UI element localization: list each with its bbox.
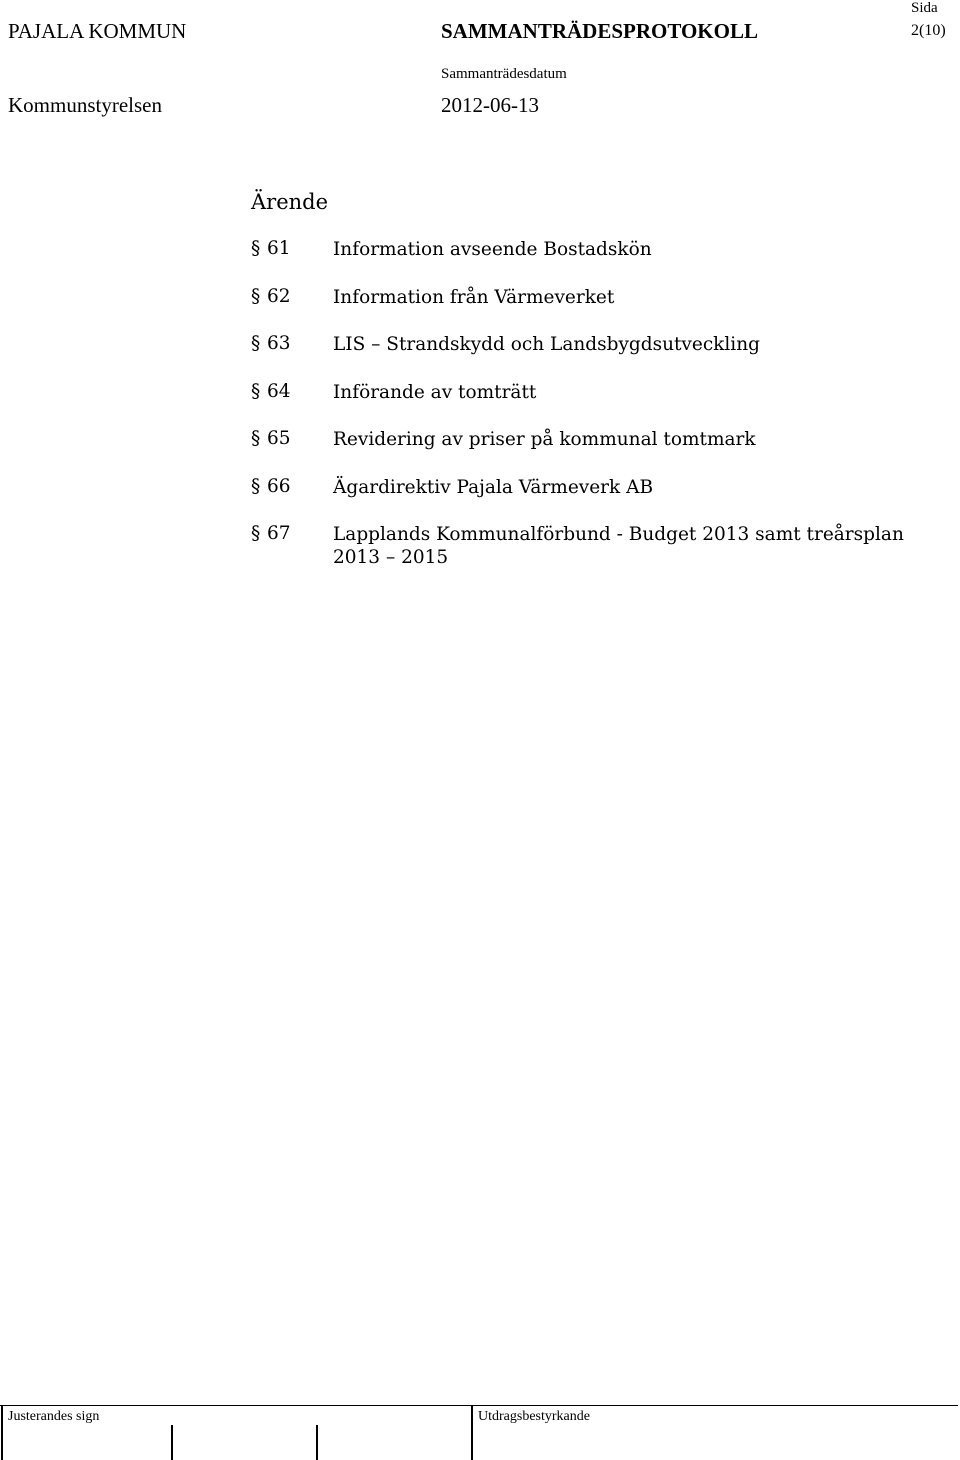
item-title: Lapplands Kommunalförbund - Budget 2013 samt treårsplan 2013 – 2015 <box>333 524 904 568</box>
agenda-item <box>251 238 951 286</box>
section-symbol: § <box>251 333 261 354</box>
item-number: 62 <box>267 285 291 307</box>
page-label: Sida <box>911 0 938 16</box>
agenda-item <box>251 428 951 476</box>
item-number: 66 <box>267 475 291 497</box>
footer-divider <box>1 1405 3 1460</box>
item-title: LIS – Strandskydd och Landsbygdsutveckling <box>333 334 760 355</box>
agenda-list <box>251 238 951 571</box>
footer-divider <box>316 1425 318 1460</box>
item-number: 61 <box>267 238 291 259</box>
item-title: Information avseende Bostadskön <box>333 239 652 260</box>
adjuster-signature-label: Justerandes sign <box>8 1409 100 1424</box>
meeting-date: 2012-06-13 <box>441 93 539 117</box>
signature-footer <box>0 1405 960 1460</box>
section-symbol: § <box>251 380 261 402</box>
agenda-heading: Ärende <box>251 190 329 214</box>
agenda-item <box>251 523 951 571</box>
footer-divider <box>471 1405 473 1460</box>
item-title: Revidering av priser på kommunal tomtmark <box>333 429 756 450</box>
footer-divider <box>171 1425 173 1460</box>
agenda-item <box>251 333 951 381</box>
document-title: SAMMANTRÄDESPROTOKOLL <box>441 19 758 43</box>
item-title: Information från Värmeverket <box>333 286 615 308</box>
section-symbol: § <box>251 238 261 259</box>
municipality-name: PAJALA KOMMUN <box>8 19 187 43</box>
agenda-item <box>251 381 951 429</box>
section-symbol: § <box>251 523 261 544</box>
item-number: 65 <box>267 428 291 449</box>
department-name: Kommunstyrelsen <box>8 93 162 117</box>
item-title: Införande av tomträtt <box>333 381 537 403</box>
item-number: 63 <box>267 333 291 354</box>
section-symbol: § <box>251 285 261 307</box>
agenda-item <box>251 286 951 334</box>
footer-divider <box>0 1405 958 1406</box>
extract-certification-label: Utdragsbestyrkande <box>478 1409 590 1424</box>
agenda-item <box>251 476 951 524</box>
page-number: 2(10) <box>911 22 946 39</box>
item-number: 64 <box>267 380 291 402</box>
meeting-date-label: Sammanträdesdatum <box>441 66 567 82</box>
item-number: 67 <box>267 523 291 544</box>
section-symbol: § <box>251 428 261 449</box>
item-title: Ägardirektiv Pajala Värmeverk AB <box>333 476 654 498</box>
section-symbol: § <box>251 475 261 497</box>
